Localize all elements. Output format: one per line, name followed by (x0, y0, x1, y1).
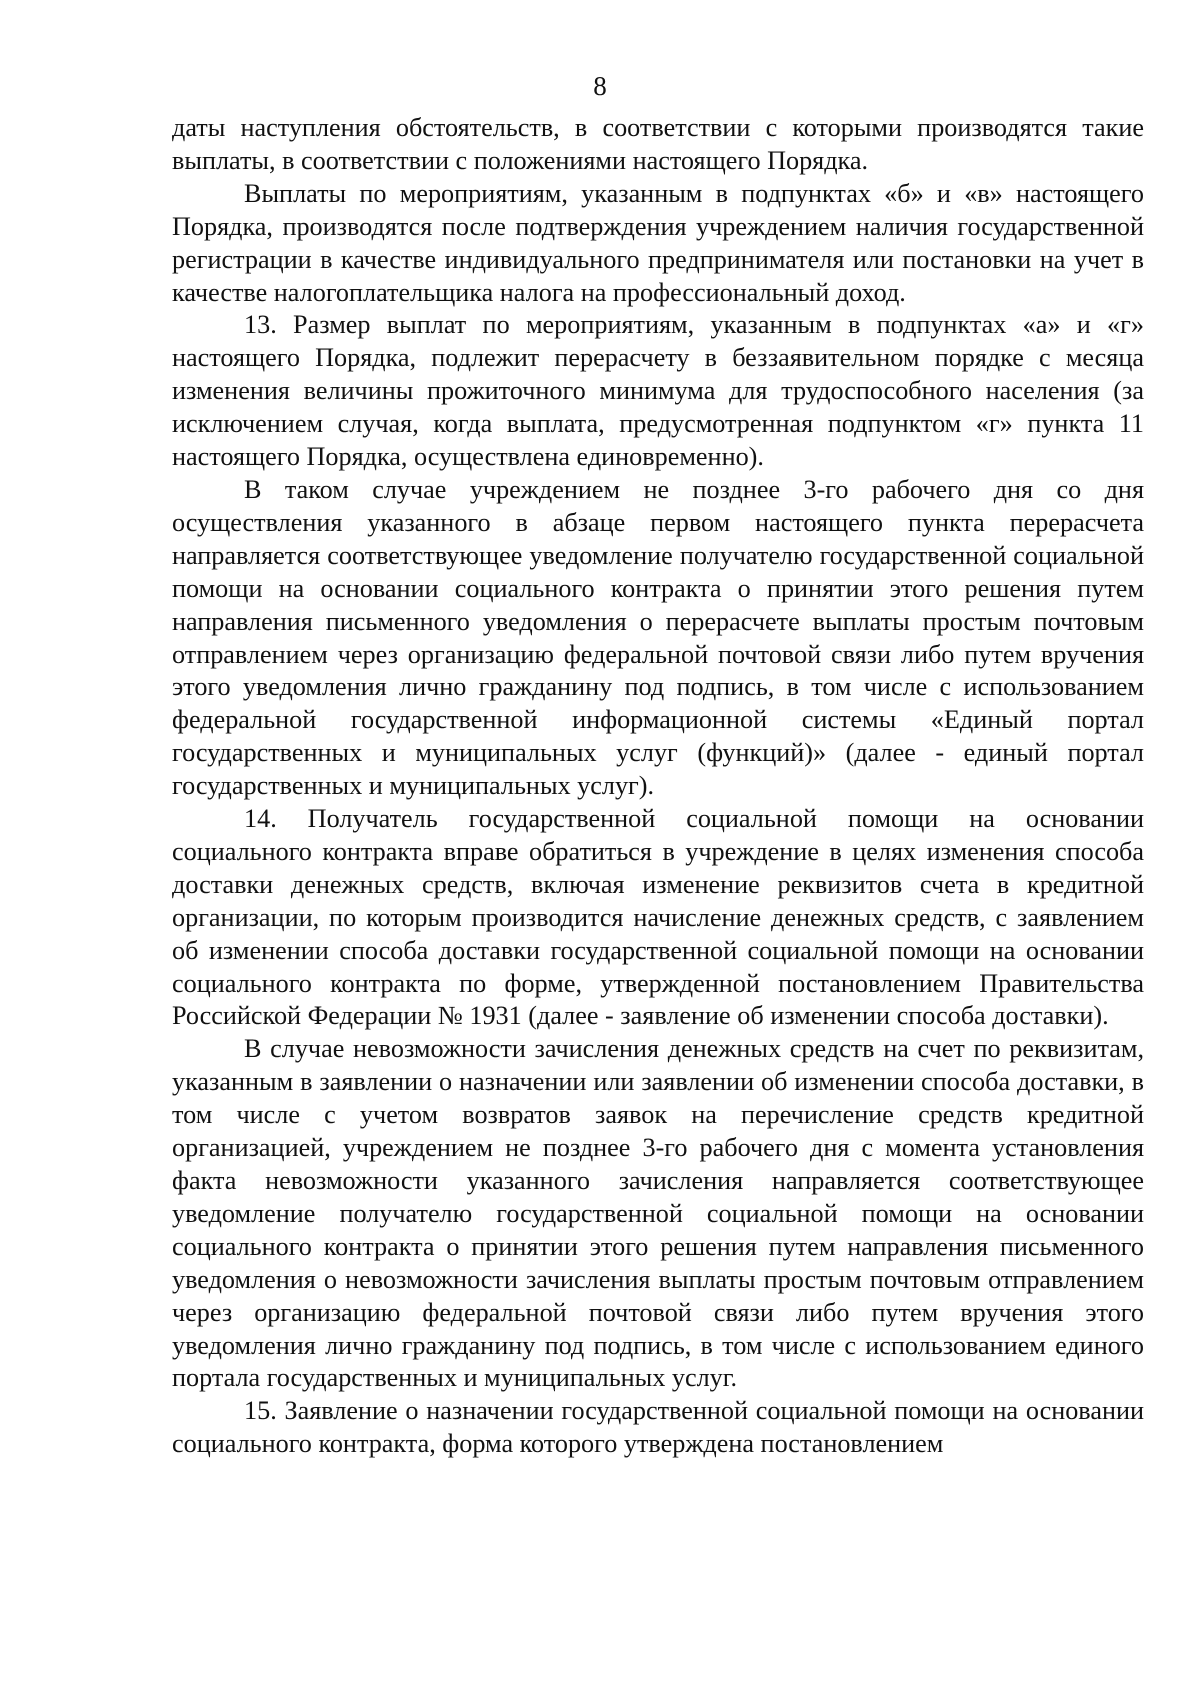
paragraph-continuation: даты наступления обстоятельств, в соответствии с которыми производятся такие выплаты, в соответствии с положениями настоящего Порядка. (172, 113, 1144, 175)
paragraph-item-14: 14. Получатель государственной социальной помощи на основании социального контракта вправе обратиться в учреждение в целях изменения способа доставки денежных средств, включая изменение реквизитов счета в кредитной организации, по которым производится начисление денежных средств, с заявлением об изменении способа доставки государственной социальной помощи на основании социального контракта по форме, утвержденной постановлением Правительства Российской Федерации № 1931 (далее - заявление об изменении способа доставки). (172, 804, 1144, 1031)
paragraph-item-15: 15. Заявление о назначении государственной социальной помощи на основании социального контракта, форма которого утверждена постановлением (172, 1396, 1144, 1459)
document-body (172, 112, 1144, 1461)
page-number: 8 (593, 71, 607, 101)
paragraph-item-13: 13. Размер выплат по мероприятиям, указанным в подпунктах «а» и «г» настоящего Порядка, подлежит перерасчету в беззаявительном порядке с месяца изменения величины прожиточного минимума для трудоспособного населения (за исключением случая, когда выплата, предусмотренная подпунктом «г» пункта 11 настоящего Порядка, осуществлена единовременно). (172, 310, 1144, 472)
paragraph-item-13-notice: В таком случае учреждением не позднее 3-го рабочего дня со дня осуществления указанного в абзаце первом настоящего пункта перерасчета направляется соответствующее уведомление получателю государственной социальной помощи на основании социального контракта о принятии этого решения путем направления письменного уведомления о перерасчете выплаты простым почтовым отправлением через организацию федеральной почтовой связи либо путем вручения этого уведомления лично гражданину под подпись, в том числе с использованием федеральной государственной информационной системы «Единый портал государственных и муниципальных услуг (функций)» (далее - единый портал государственных и муниципальных услуг). (172, 474, 1144, 801)
paragraph-payments-b-v: Выплаты по мероприятиям, указанным в подпунктах «б» и «в» настоящего Порядка, производятся после подтверждения учреждением наличия государственной регистрации в качестве индивидуального предпринимателя или постановки на учет в качестве налогоплательщика налога на профессиональный доход. (172, 178, 1144, 307)
paragraph-item-14-impossibility: В случае невозможности зачисления денежных средств на счет по реквизитам, указанным в заявлении о назначении или заявлении об изменении способа доставки, в том числе с учетом возвратов заявок на перечисление средств кредитной организацией, учреждением не позднее 3-го рабочего дня с момента установления факта невозможности указанного зачисления направляется соответствующее уведомление получателю государственной социальной помощи на основании социального контракта о принятии этого решения путем направления письменного уведомления о невозможности зачисления выплаты простым почтовым отправлением через организацию федеральной почтовой связи либо путем вручения этого уведомления лично гражданину под подпись, в том числе с использованием единого портала государственных и муниципальных услуг. (172, 1034, 1144, 1393)
